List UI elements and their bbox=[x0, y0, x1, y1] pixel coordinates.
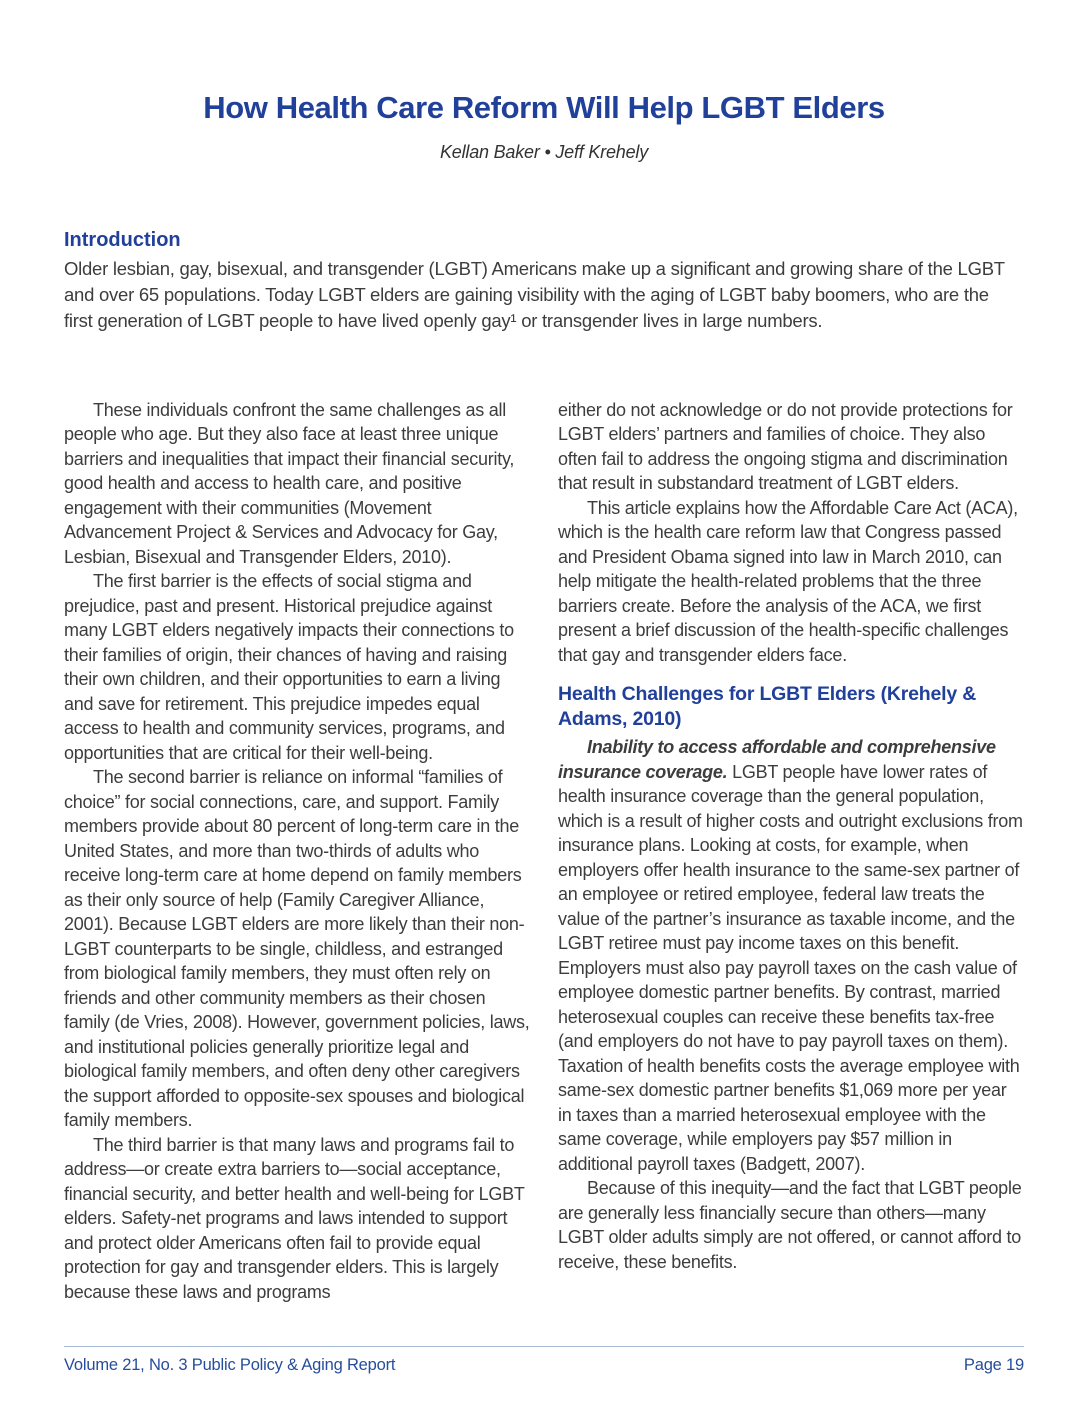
article-title: How Health Care Reform Will Help LGBT Elders bbox=[203, 90, 885, 125]
body-paragraph: This article explains how the Affordable Care Act (ACA), which is the health care reform law that Congress passed and President Obama signed into law in March 2010, can help mitigate the health-related problems that the three barriers create. Before the analysis of the ACA, we first present a brief discussion of the health-specific challenges that gay and transgender elders face. bbox=[558, 497, 1018, 665]
section-heading: Health Challenges for LGBT Elders (Krehely & Adams, 2010) bbox=[558, 683, 977, 731]
column-left bbox=[64, 398, 530, 1305]
body-paragraph: These individuals confront the same challenges as all people who age. But they also face at least three unique barriers and inequalities that impact their financial security, good health and access to health care, and positive engagement with their communities (Movement Advancement Project & Services and Advocacy for Gay, Lesbian, Bisexual and Transgender Elders, 2010). bbox=[64, 399, 515, 567]
authors-line: Kellan Baker • Jeff Krehely bbox=[439, 141, 648, 162]
footer-page-number: Page 19 bbox=[963, 1356, 1024, 1374]
paragraph-lead: Inability to access affordable and comprehensive insurance coverage. bbox=[558, 737, 996, 782]
introduction-section bbox=[64, 229, 1024, 334]
body-paragraph: either do not acknowledge or do not provide protections for LGBT elders’ partners and families of choice. They also often fail to address the ongoing stigma and discrimination that result in substandard treatment of LGBT elders. bbox=[558, 399, 1013, 494]
introduction-text: Older lesbian, gay, bisexual, and transgender (LGBT) Americans make up a significant and growing share of the LGBT and over 65 populations. Today LGBT elders are gaining visibility with the aging of LGBT baby boomers, who are the first generation of LGBT people to have lived openly gay¹ or transgender lives in large numbers. bbox=[64, 257, 1005, 331]
column-right bbox=[558, 398, 1024, 1305]
body-paragraph: The third barrier is that many laws and programs fail to address—or create extra barriers to—social acceptance, financial security, and better health and well-being for LGBT elders. Safety-net programs and laws intended to support and protect older Americans often fail to provide equal protection for gay and transgender elders. This is largely because these laws and programs bbox=[64, 1134, 525, 1302]
body-paragraph: The first barrier is the effects of social stigma and prejudice, past and present. Historical prejudice against many LGBT elders negatively impacts their connections to their families of origin, their chances of having and raising their own children, and their opportunities to earn a living and save for retirement. This prejudice impedes equal access to health and community services, programs, and opportunities that are critical for their well-being. bbox=[64, 571, 514, 763]
two-column-body bbox=[64, 398, 1024, 1305]
body-paragraph: Inability to access affordable and comprehensive insurance coverage. LGBT people have lower rates of health insurance coverage than the general population, which is a result of higher costs and outright exclusions from insurance plans. Looking at costs, for example, when employers offer health insurance to the same-sex partner of an employee or retired employee, federal law treats the value of the partner’s insurance as taxable income, and the LGBT retiree must pay income taxes on this benefit. Employers must also pay payroll taxes on the cash value of employee domestic partner benefits. By contrast, married heterosexual couples can receive these benefits tax-free (and employers do not have to pay payroll taxes on them). Taxation of health benefits costs the average employee with same-sex domestic partner benefits $1,069 more per year in taxes than a married heterosexual employee with the same coverage, while employers pay $57 million in additional payroll taxes (Badgett, 2007). bbox=[558, 737, 1023, 1174]
introduction-heading: Introduction bbox=[64, 228, 181, 251]
body-paragraph: The second barrier is reliance on informal “families of choice” for social connections, care, and support. Family members provide about 80 percent of long-term care in the United States, and more than two-thirds of adults who receive long-term care at home depend on family members as their only source of help (Family Caregiver Alliance, 2001). Because LGBT elders are more likely than their non-LGBT counterparts to be single, childless, and estranged from biological family members, they must often rely on friends and other community members as their chosen family (de Vries, 2008). However, government policies, laws, and institutional policies generally prioritize legal and biological family members, and often deny other caregivers the support afforded to opposite-sex spouses and biological family members. bbox=[64, 767, 530, 1131]
body-paragraph: Because of this inequity—and the fact that LGBT people are generally less financially secure than others—many LGBT older adults simply are not offered, or cannot afford to receive, these benefits. bbox=[558, 1178, 1022, 1272]
footer-journal-info: Volume 21, No. 3 Public Policy & Aging Report bbox=[64, 1356, 396, 1374]
page-footer bbox=[64, 1346, 1024, 1375]
